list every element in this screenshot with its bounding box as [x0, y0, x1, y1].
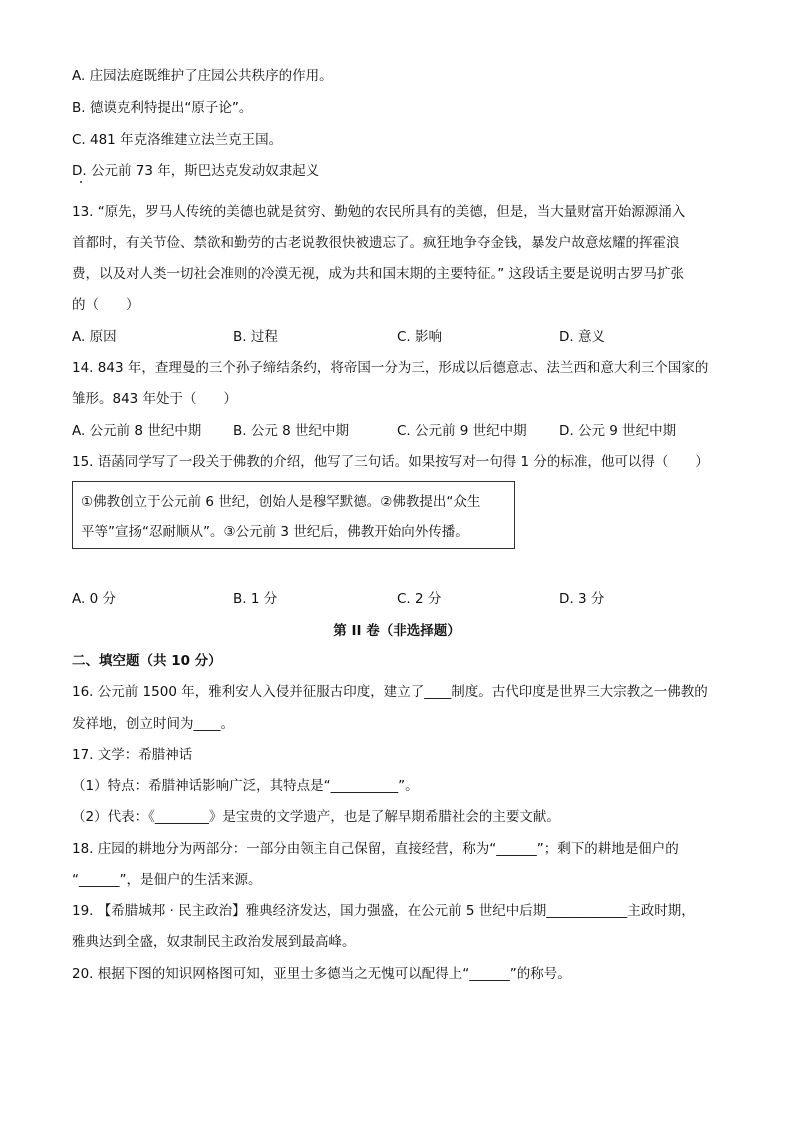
- option-d: D. 公元 9 世纪中期: [559, 423, 677, 439]
- option-a: A. 原因: [72, 329, 117, 345]
- section-2-heading: 二、填空题（共 10 分）: [72, 653, 222, 669]
- option-prev-d: D. 公元前 73 年，斯巴达克发动奴隶起义: [72, 163, 320, 179]
- stray-dot: [80, 181, 82, 183]
- option-b: B. 过程: [233, 329, 278, 345]
- question-text-line: 费，以及对人类一切社会准则的冷漠无视，成为共和国末期的主要特征。” 这段话主要是说明古罗马扩张: [72, 266, 685, 282]
- question-text-line: “______”，是佃户的生活来源。: [72, 872, 262, 888]
- question-text-line: 首都时，有关节俭、禁欲和勤劳的古老说教很快被遗忘了。疯狂地争夺金钱，暴发户故意炫耀的挥霍浪: [72, 235, 680, 251]
- question-text-line: 雅典达到全盛，奴隶制民主政治发展到最高峰。: [72, 934, 356, 950]
- question-20: 20. 根据下图的知识网格图可知，亚里士多德当之无愧可以配得上“______”的称号。: [72, 966, 571, 982]
- question-text-line: 发祥地，创立时间为____。: [72, 716, 234, 732]
- option-prev-c: C. 481 年克洛维建立法兰克王国。: [72, 132, 283, 148]
- question-sub-part: （2）代表：《________》是宝贵的文学遗产，也是了解早期希腊社会的主要文献。: [72, 809, 560, 825]
- question-text-line: 17. 文学：希腊神话: [72, 747, 193, 763]
- question-text-line: 18. 庄园的耕地分为两部分：一部分由领主自己保留，直接经营，称为“______”；剩下的耕地是佃户的: [72, 841, 679, 857]
- question-text-line: 15. 语菡同学写了一段关于佛教的介绍，他写了三句话。如果按写对一句得 1 分的标准，他可以得（ ）: [72, 454, 709, 470]
- option-prev-b: B. 德谟克利特提出“原子论”。: [72, 100, 253, 116]
- statement-line: 平等”宣扬“忍耐顺从”。③公元前 3 世纪后，佛教开始向外传播。: [81, 524, 469, 540]
- option-a: A. 0 分: [72, 591, 116, 607]
- question-text-line: 19. 【希腊城邦 · 民主政治】雅典经济发达，国力强盛，在公元前 5 世纪中后期____________主政时期，: [72, 903, 695, 919]
- options-row: [72, 421, 722, 441]
- option-b: B. 公元 8 世纪中期: [233, 423, 350, 439]
- option-d: D. 意义: [559, 329, 605, 345]
- option-c: C. 影响: [397, 329, 443, 345]
- option-prev-a: A. 庄园法庭既维护了庄园公共秩序的作用。: [72, 68, 333, 84]
- statement-line: ①佛教创立于公元前 6 世纪，创始人是穆罕默德。②佛教提出“众生: [81, 494, 481, 510]
- option-a: A. 公元前 8 世纪中期: [72, 423, 202, 439]
- part-2-title: 第 II 卷（非选择题）: [333, 623, 461, 639]
- option-d: D. 3 分: [559, 591, 605, 607]
- option-c: C. 公元前 9 世纪中期: [397, 423, 527, 439]
- question-text-line: 16. 公元前 1500 年，雅利安人入侵并征服古印度，建立了____制度。古代印度是世界三大宗教之一佛教的: [72, 684, 708, 700]
- option-b: B. 1 分: [233, 591, 278, 607]
- question-text-line: 13. “原先，罗马人传统的美德也就是贫穷、勤勉的农民所具有的美德，但是，当大量财富开始源源涌入: [72, 204, 686, 220]
- statement-box: [72, 481, 515, 549]
- question-text-line: 的（ ）: [72, 297, 140, 313]
- question-text-line: 14. 843 年，查理曼的三个孙子缔结条约，将帝国一分为三，形成以后德意志、法兰西和意大利三个国家的: [72, 360, 709, 376]
- options-row: [72, 589, 722, 609]
- question-sub-part: （1）特点：希腊神话影响广泛，其特点是“__________”。: [72, 778, 419, 794]
- option-c: C. 2 分: [397, 591, 442, 607]
- question-text-line: 雏形。843 年处于（ ）: [72, 391, 238, 407]
- options-row: [72, 327, 722, 347]
